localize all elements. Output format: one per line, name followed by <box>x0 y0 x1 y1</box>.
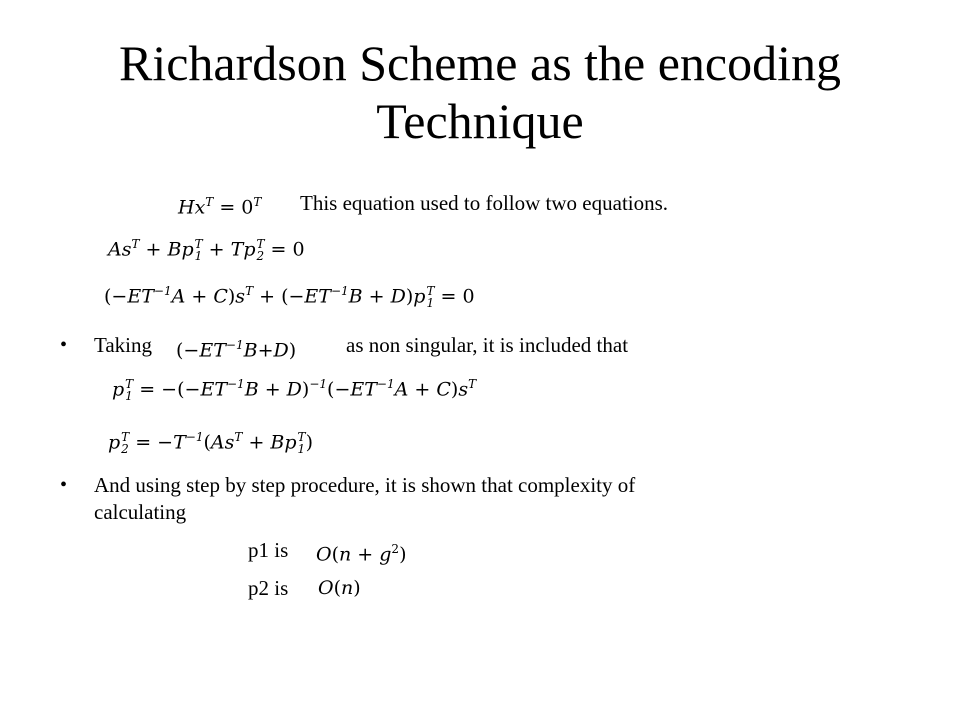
complexity-p2: O(n) <box>318 577 361 599</box>
bullet-2-line-1: And using step by step procedure, it is shown that complexity of <box>94 473 636 497</box>
bullet-2: • <box>60 474 68 496</box>
slide-title <box>60 34 900 150</box>
bullet-1: • <box>60 334 68 356</box>
equation-p2: p T 2 = $-T^{-1}(As^T + Bp$ T 1 ) <box>108 430 313 457</box>
bullet-2-line-2: calculating <box>94 500 187 524</box>
title-line-1: Richardson Scheme as the encoding <box>118 35 842 91</box>
equation-2: $(-ET^{-1}A + C)s^T + (-ET^{-1}B + D)p$ T 1 = 0 <box>104 284 475 311</box>
equation-hxt: $Hx^T = 0^T$ <box>178 195 262 219</box>
equation-nonsingular: $(-ET^{-1}B+D)$ <box>176 338 297 362</box>
complexity-p1: $O(n + g^2)$ <box>316 542 407 566</box>
p1-label: p1 is <box>248 538 289 562</box>
equation-1: $As^T + Bp$ T 1 + Tp T 2 = 0 <box>108 237 305 264</box>
taking-prefix: Taking <box>94 333 153 357</box>
equation-p1: p T 1 = $-(-ET^{-1}B + D)^{-1}(-ET^{-1}A + C)s^T$ <box>112 377 477 404</box>
intro-text: This equation used to follow two equations. <box>300 191 669 215</box>
p2-label: p2 is <box>248 576 289 600</box>
title-line-2: Technique <box>376 93 584 149</box>
taking-suffix: as non singular, it is included that <box>346 333 629 357</box>
